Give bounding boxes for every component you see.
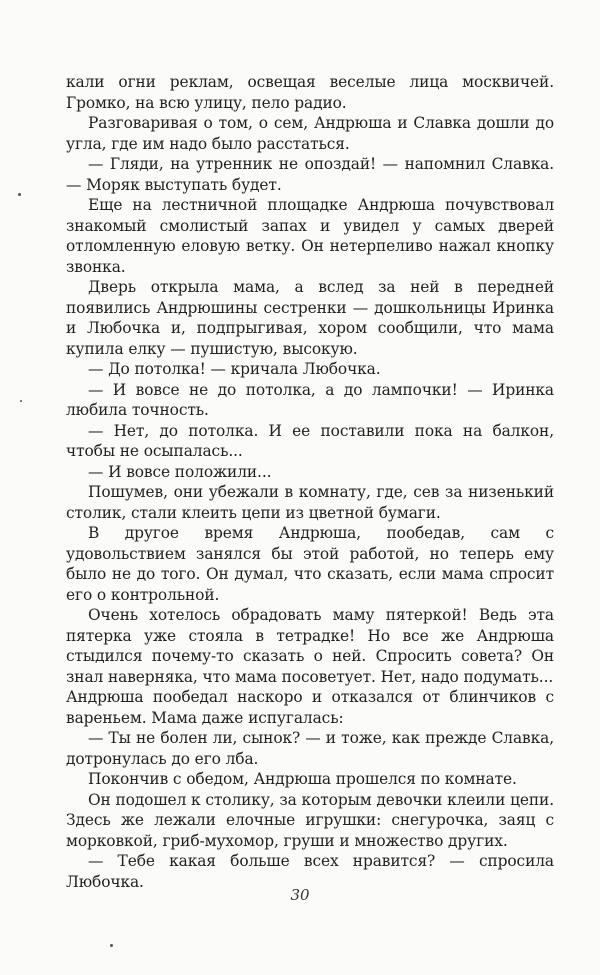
paragraph: — Тебе какая больше всех нравится? — спросила Любочка. — [66, 852, 554, 891]
paragraph: Пошумев, они убежали в комнату, где, сев за низенький столик, стали клеить цепи из цветной бумаги. — [66, 483, 554, 522]
paragraph: — Нет, до потолка. И ее поставили пока на балкон, чтобы не осыпалась... — [66, 421, 554, 460]
paragraph: — Ты не болен ли, сынок? — и тоже, как прежде Славка, дотронулась до его лба. — [66, 729, 554, 768]
paragraph: Очень хотелось обрадовать маму пятеркой! Ведь эта пятерка уже стояла в тетрадке! Но все же Андрюша стыдился почему-то сказать о ней. Спросить совета? Он знал наверняка, что мама посоветует. Нет, надо подумать... — [66, 606, 554, 686]
page-number: 30 — [290, 886, 310, 904]
paragraph: В другое время Андрюша, пообедав, сам с удовольствием занялся бы этой работой, но теперь ему было не до того. Он думал, что сказать, если мама спросит его о контрольной. — [66, 524, 554, 604]
print-speck — [20, 400, 22, 402]
print-speck — [110, 944, 113, 947]
paragraph: — И вовсе положили... — [88, 462, 272, 481]
paragraph: — До потолка! — кричала Любочка. — [88, 360, 381, 378]
paragraph: кали огни реклам, освещая веселые лица москвичей. Громко, на всю улицу, пело радио. — [66, 73, 554, 112]
paragraph: Еще на лестничной площадке Андрюша почувствовал знакомый смолистый запах и увидел у самых дверей отломленную еловую ветку. Он нетерпеливо нажал кнопку звонка. — [66, 196, 554, 276]
paragraph: Покончив с обедом, Андрюша прошелся по комнате. — [88, 770, 517, 788]
body-text — [66, 72, 554, 892]
paragraph: Дверь открыла мама, а вслед за ней в передней появились Андрюшины сестренки — дошкольницы Иринка и Любочка и, подпрыгивая, хором сообщили, что мама купила елку — пушистую, высокую. — [66, 278, 554, 358]
paragraph: Разговаривая о том, о сем, Андрюша и Славка дошли до угла, где им надо было расстаться. — [66, 114, 554, 153]
paragraph: — И вовсе не до потолка, а до лампочки! — Иринка любила точность. — [66, 380, 554, 419]
print-speck — [18, 193, 21, 196]
paragraph: — Гляди, на утренник не опоздай! — напомнил Славка. — Моряк выступать будет. — [66, 155, 554, 194]
paragraph: Он подошел к столику, за которым девочки клеили цепи. Здесь же лежали елочные игрушки: снегурочка, заяц с морковкой, гриб-мухомор, груши и множество других. — [66, 790, 554, 850]
paragraph: Андрюша пообедал наскоро и отказался от блинчиков с вареньем. Мама даже испугалась: — [66, 688, 554, 727]
